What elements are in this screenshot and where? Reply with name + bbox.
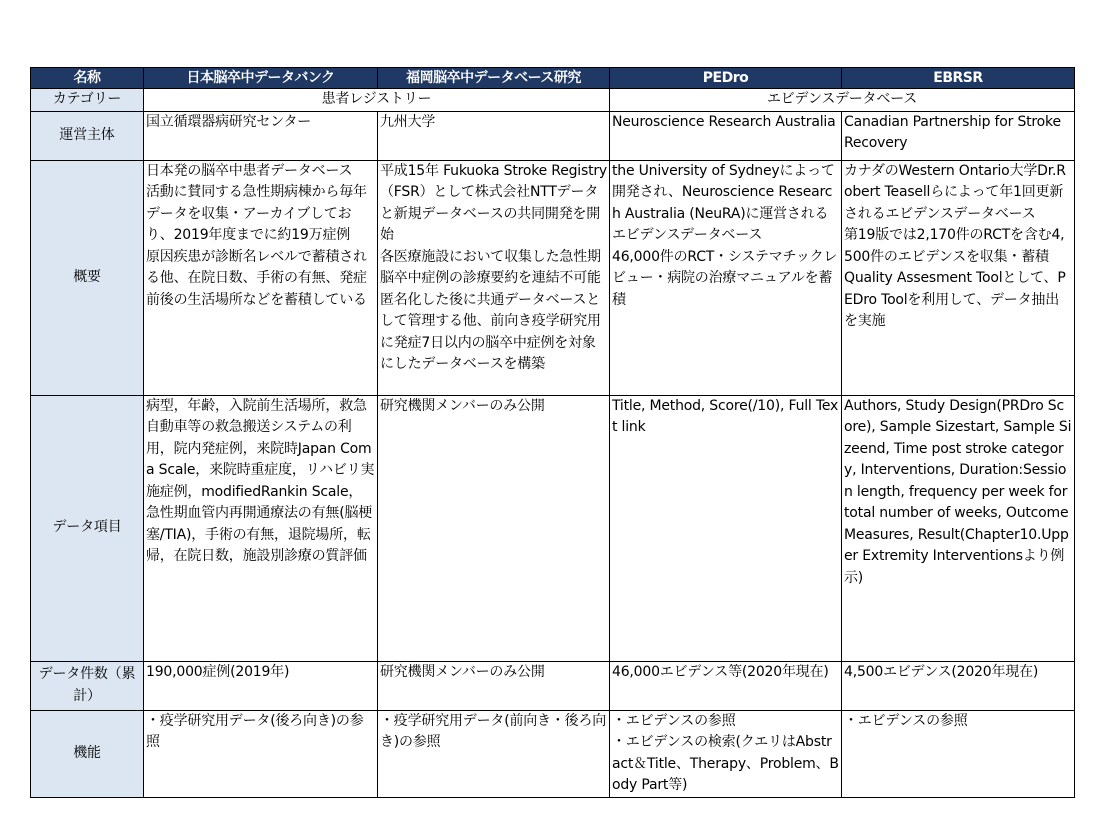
row-label-summary: 概要 (31, 160, 144, 395)
row-label-operator: 運営主体 (31, 111, 144, 160)
table-row (31, 111, 1075, 160)
table-cell: カナダのWestern Ontario大学Dr.Robert Teasellらによって年1回更新されるエビデンスデータベース 第19版では2,170件のRCTを含む4,500件のエビデンスを収集・蓄積 Quality Assesment Toolとして、PEDro Toolを利用して、データ抽出を実施 (842, 160, 1075, 395)
table-cell: ・疫学研究用データ(前向き・後ろ向き)の参照 (378, 710, 610, 797)
table-cell: 46,000エビデンス等(2020年現在) (610, 661, 842, 710)
header-row (31, 68, 1075, 89)
table-cell: 4,500エビデンス(2020年現在) (842, 661, 1075, 710)
comparison-table (30, 67, 1075, 798)
table-cell: Canadian Partnership for Stroke Recovery (842, 111, 1075, 160)
table-cell: Neuroscience Research Australia (610, 111, 842, 160)
table-row (31, 710, 1075, 797)
row-label-data-items: データ項目 (31, 395, 144, 661)
table-cell: 研究機関メンバーのみ公開 (378, 661, 610, 710)
header-ebrsr: EBRSR (842, 68, 1075, 89)
table-row (31, 160, 1075, 395)
table-row (31, 395, 1075, 661)
header-pedro: PEDro (610, 68, 842, 89)
row-label-data-count: データ件数（累計） (31, 661, 144, 710)
row-label-category: カテゴリー (31, 89, 144, 112)
table-cell: ・エビデンスの参照 (842, 710, 1075, 797)
table-cell: ・疫学研究用データ(後ろ向き)の参照 (144, 710, 378, 797)
table-cell: ・エビデンスの参照 ・エビデンスの検索(クエリはAbstract＆Title、Therapy、Problem、Body Part等) (610, 710, 842, 797)
header-jsdb: 日本脳卒中データバンク (144, 68, 378, 89)
table-cell: 研究機関メンバーのみ公開 (378, 395, 610, 661)
table-cell: 平成15年 Fukuoka Stroke Registry（FSR）として株式会社NTTデータと新規データベースの共同開発を開始 各医療施設において収集した急性期脳卒中症例の診療要約を連結不可能匿名化した後に共通データベースとして管理する他、前向き疫学研究用に発症7日以内の脳卒中症例を対象にしたデータベースを構築 (378, 160, 610, 395)
table-cell: 190,000症例(2019年) (144, 661, 378, 710)
table-cell: 九州大学 (378, 111, 610, 160)
table-cell: 国立循環器病研究センター (144, 111, 378, 160)
row-label-functions: 機能 (31, 710, 144, 797)
table-cell: 日本発の脳卒中患者データベース 活動に賛同する急性期病棟から毎年データを収集・アーカイブしており、2019年度までに約19万症例 原因疾患が診断名レベルで蓄積される他、在院日数、手術の有無、発症前後の生活場所などを蓄積している (144, 160, 378, 395)
table-cell: Authors, Study Design(PRDro Score), Sample Sizestart, Sample Sizeend, Time post stroke category, Interventions, Duration:Session length, frequency per week for total number of weeks, Outcome Measures, Result(Chapter10.Upper Extremity Interventionsより例示) (842, 395, 1075, 661)
table-row (31, 661, 1075, 710)
table-cell: Title, Method, Score(/10), Full Text link (610, 395, 842, 661)
category-patient-registry: 患者レジストリー (144, 89, 610, 112)
category-evidence-database: エビデンスデータベース (610, 89, 1075, 112)
table-cell: the University of Sydneyによって開発され、Neuroscience Research Australia (NeuRA)に運営されるエビデンスデータベース 46,000件のRCT・システマチックレビュー・病院の治療マニュアルを蓄積 (610, 160, 842, 395)
header-name: 名称 (31, 68, 144, 89)
table-cell: 病型，年齢，入院前生活場所，救急自動車等の救急搬送システムの利用，院内発症例，来院時Japan Coma Scale，来院時重症度，リハビリ実施症例，modifiedRankin Scale，急性期血管内再開通療法の有無(脳梗塞/TIA)，手術の有無，退院場所，転帰，在院日数，施設別診療の質評価 (144, 395, 378, 661)
header-fsr: 福岡脳卒中データベース研究 (378, 68, 610, 89)
category-row (31, 89, 1075, 112)
